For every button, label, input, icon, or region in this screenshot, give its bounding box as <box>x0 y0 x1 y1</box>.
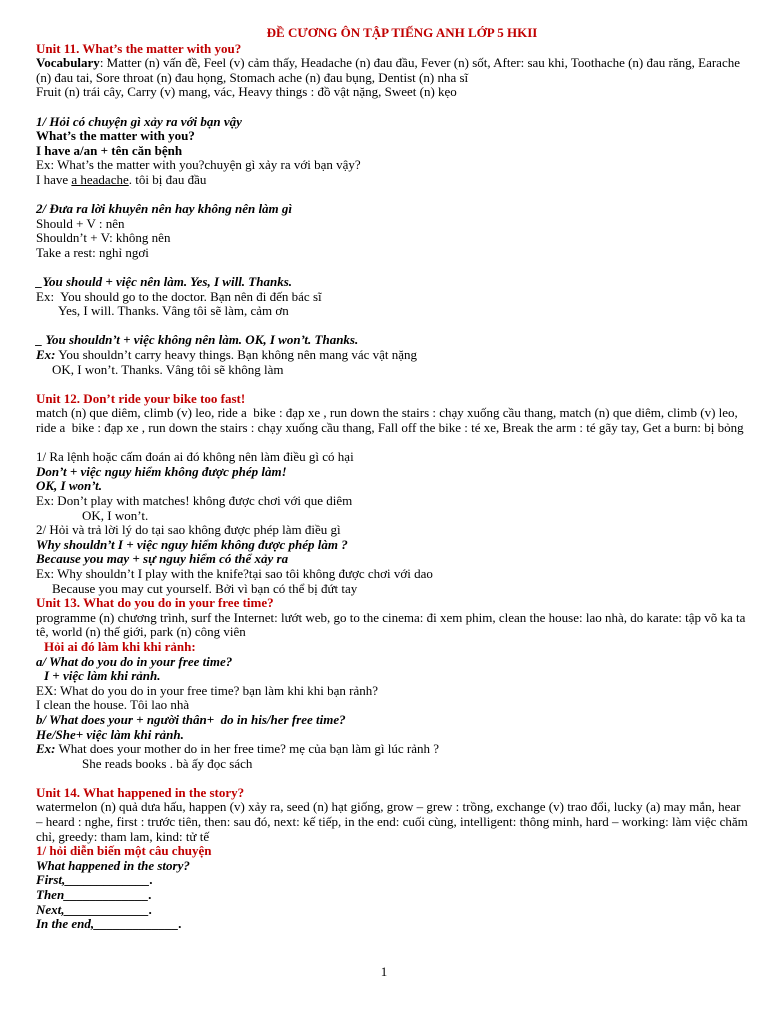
unit-11-heading: Unit 11. What’s the matter with you? <box>36 40 242 56</box>
unit-14-vocabulary: watermelon (n) quả dưa hấu, happen (v) xảy ra, seed (n) hạt giống, grow – grew : trồng, exchange (v) trao đổi, lucky (a) may mắn, hear – heard : nghe, first : trước tiên, then: sau đó, next: kế tiếp, in the end: cuối cùng, intelligent: thông minh, hard – working: làm việc chăm chỉ, greedy: tham lam, kind: tử tế <box>36 799 752 844</box>
story-line-in-the-end: In the end,_____________. <box>36 916 182 932</box>
why-shouldnt-pattern: Why shouldn’t I + việc nguy hiểm không được phép làm ? <box>36 536 348 552</box>
free-time-answer-a: I + việc làm khi rảnh. <box>44 668 161 684</box>
unit-12-section-1-title: 1/ Ra lệnh hoặc cấm đoán ai đó không nên làm điều gì có hại <box>36 449 354 465</box>
shouldnt-rule: Shouldn’t + V: không nên <box>36 230 171 246</box>
page-number: 1 <box>380 964 388 979</box>
why-shouldnt-example: Ex: Why shouldn’t I play with the knife?tại sao tôi không được chơi với dao <box>36 565 433 581</box>
unit-14-section-title: 1/ hỏi diễn biến một câu chuyện <box>36 843 212 859</box>
example-label: Ex: <box>36 741 56 757</box>
dont-example-answer: OK, I won’t. <box>82 507 149 523</box>
unit-12-heading: Unit 12. Don’t ride your bike too fast! <box>36 390 246 406</box>
dont-example: Ex: Don’t play with matches! không được chơi với que diêm <box>36 493 353 508</box>
free-time-question-b: b/ What does your + người thân+ do in his/her free time? <box>36 711 346 727</box>
story-line-next: Next,_____________. <box>36 901 153 917</box>
story-question: What happened in the story? <box>36 857 190 873</box>
unit-13-heading: Unit 13. What do you do in your free time? <box>36 595 274 611</box>
unit-14-heading: Unit 14. What happened in the story? <box>36 784 245 800</box>
should-rule: Should + V : nên <box>36 215 125 231</box>
should-example: Ex: You should go to the doctor. Bạn nên đi đến bác sĩ <box>36 288 322 304</box>
unit-11-example: Ex: What’s the matter with you?chuyện gì xảy ra với bạn vậy? <box>36 157 361 173</box>
free-time-example-a: EX: What do you do in your free time? bạn làm khi khi bạn rảnh? <box>36 682 378 698</box>
vocabulary-text: : Matter (n) vấn đề, Feel (v) cảm thấy, Headache (n) đau đầu, Fever (n) sốt, After: sau khi, Toothache (n) đau răng, Earache (n) đau tai, Sore throat (n) đau họng, Stomach ache (n) đau bụng, Dentist (n) nha sĩ <box>36 55 744 85</box>
unit-11-example-answer <box>36 173 748 188</box>
story-line-first: First,_____________. <box>36 872 154 888</box>
unit-12-section-2-title: 2/ Hỏi và trả lời lý do tại sao không được phép làm điều gì <box>36 522 341 538</box>
free-time-answer-b: He/She+ việc làm khi rảnh. <box>36 726 184 742</box>
shouldnt-example-text: You shouldn’t carry heavy things. Bạn không nên mang vác vật nặng <box>55 347 418 363</box>
unit-11-section-2-title: 2/ Đưa ra lời khuyên nên hay không nên làm gì <box>36 201 293 217</box>
free-time-example-b-answer: She reads books . bà ấy đọc sách <box>82 755 253 771</box>
unit-11-section-1-title: 1/ Hỏi có chuyện gì xảy ra với bạn vậy <box>36 113 242 129</box>
ok-i-wont-pattern: OK, I won’t. <box>36 478 102 494</box>
free-time-example-b-text: What does your mother do in her free time? mẹ của bạn làm gì lúc rảnh ? <box>55 741 439 757</box>
because-pattern: Because you may + sự nguy hiểm có thể xảy ra <box>36 551 289 567</box>
shouldnt-example <box>36 348 748 363</box>
unit-11-vocabulary <box>36 56 748 85</box>
example-answer-underlined: a headache <box>71 171 129 187</box>
unit-11-answer-pattern: I have a/an + tên căn bệnh <box>36 142 183 158</box>
example-answer-suffix: . tôi bị đau đầu <box>128 171 207 187</box>
vocabulary-label: Vocabulary <box>36 55 100 71</box>
unit-11-vocabulary-line2: Fruit (n) trái cây, Carry (v) mang, vác, Heavy things : đồ vật nặng, Sweet (n) kẹo <box>36 84 457 100</box>
free-time-question-a: a/ What do you do in your free time? <box>36 653 233 669</box>
shouldnt-example-answer: OK, I won’t. Thanks. Vâng tôi sẽ không làm <box>52 361 284 377</box>
unit-13-vocabulary: programme (n) chương trình, surf the Internet: lướt web, go to the cinema: đi xem phim, clean the house: lao nhà, do karate: tập võ ka ta tê, world (n) thế giới, park (n) công viên <box>36 609 749 640</box>
free-time-example-b <box>36 742 748 757</box>
unit-11-question: What’s the matter with you? <box>36 128 195 144</box>
dont-pattern: Don’t + việc nguy hiểm không được phép làm! <box>36 463 287 479</box>
story-line-then: Then_____________. <box>36 887 152 903</box>
free-time-example-a-answer: I clean the house. Tôi lao nhà <box>36 697 190 713</box>
document-title: ĐỀ CƯƠNG ÔN TẬP TIẾNG ANH LỚP 5 HKII <box>266 25 538 40</box>
unit-13-section-title: Hỏi ai đó làm khi khi rảnh: <box>44 638 196 654</box>
why-shouldnt-example-answer: Because you may cut yourself. Bởi vì bạn có thể bị đứt tay <box>52 580 358 596</box>
example-answer-prefix: I have <box>36 171 72 187</box>
should-example-answer: Yes, I will. Thanks. Vâng tôi sẽ làm, cảm ơn <box>58 303 289 319</box>
unit-12-vocabulary: match (n) que diêm, climb (v) leo, ride a bike : đạp xe , run down the stairs : chạy xuống cầu thang, match (n) que diêm, climb (v) leo, ride a bike : đạp xe , run down the stairs : chạy xuống cầu thang, Fall off the bike : té xe, Break the arm : té gãy tay, Get a burn: bị bỏng <box>36 405 744 436</box>
should-pattern: _You should + việc nên làm. Yes, I will. Thanks. <box>36 274 293 290</box>
example-label: Ex: <box>36 347 56 363</box>
take-a-rest-line: Take a rest: nghỉ ngơi <box>36 244 149 260</box>
shouldnt-pattern: _ You shouldn’t + việc không nên làm. OK, I won’t. Thanks. <box>36 332 359 348</box>
